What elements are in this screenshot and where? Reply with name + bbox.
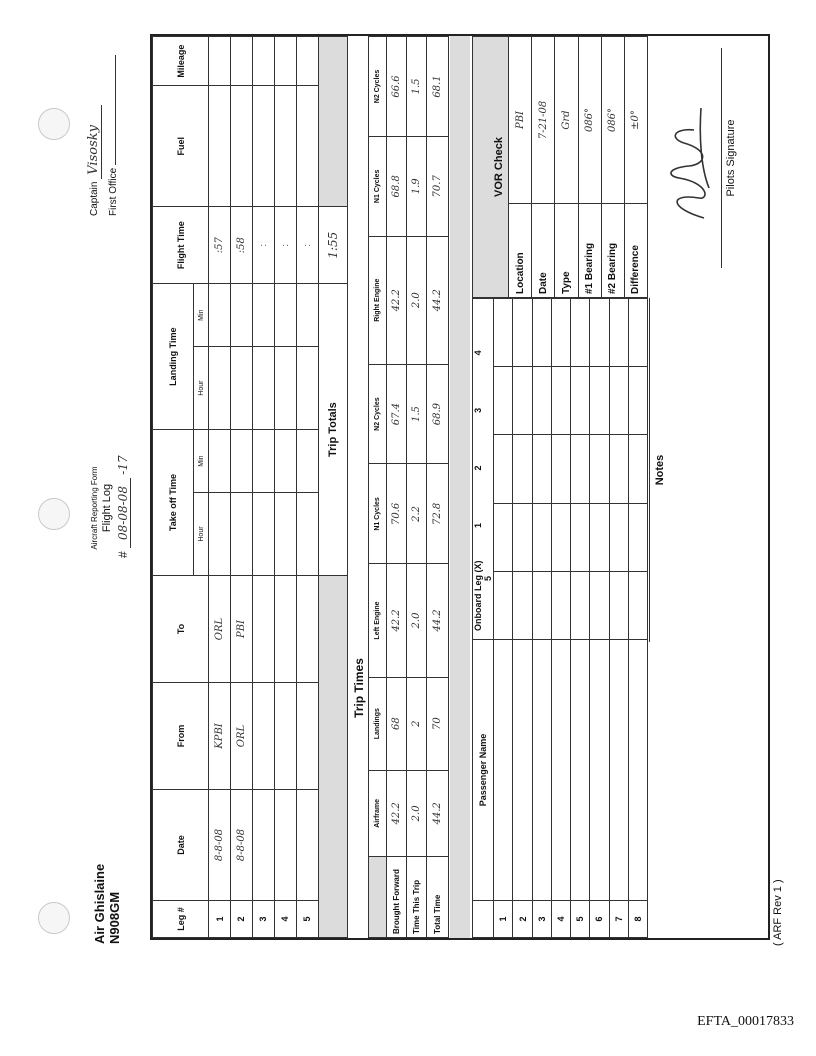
- leg-number: 5: [296, 901, 318, 938]
- onboard-cell[interactable]: [609, 571, 628, 639]
- passenger-index: 2: [513, 901, 532, 938]
- landing-min[interactable]: [274, 284, 296, 347]
- leg-row: [296, 37, 318, 938]
- leg-date[interactable]: [274, 790, 296, 901]
- onboard-cell[interactable]: [609, 367, 628, 435]
- passenger-row: [590, 299, 609, 938]
- pilot-signature-box[interactable]: [649, 36, 765, 298]
- onboard-cell[interactable]: [551, 503, 570, 571]
- trip-times-header-n1-right: N1 Cycles: [369, 136, 387, 236]
- onboard-cell[interactable]: [628, 435, 647, 503]
- leg-mileage[interactable]: [252, 37, 274, 86]
- form-subtitle: Flight Log: [101, 483, 113, 533]
- trip-times-value[interactable]: 68.9: [427, 364, 449, 464]
- trip-times-header-right-engine: Right Engine: [369, 236, 387, 364]
- legs-header-from: From: [153, 683, 209, 790]
- passenger-row: [494, 299, 513, 938]
- passenger-name[interactable]: [513, 640, 532, 901]
- onboard-cell[interactable]: [494, 503, 513, 571]
- trip-times-value[interactable]: 1.5: [407, 37, 427, 137]
- leg-mileage[interactable]: [231, 37, 253, 86]
- trip-totals-spacer: [318, 576, 347, 938]
- vor-value[interactable]: PBI: [509, 37, 532, 204]
- leg-fuel[interactable]: [209, 86, 231, 207]
- leg-fuel[interactable]: [252, 86, 274, 207]
- trip-times-value[interactable]: 66.6: [387, 37, 407, 137]
- leg-mileage[interactable]: [209, 37, 231, 86]
- trip-times-value[interactable]: 44.2: [427, 564, 449, 677]
- trip-times-header-n2-right: N2 Cycles: [369, 37, 387, 137]
- landing-min[interactable]: [231, 284, 253, 347]
- onboard-leg-label: Onboard Leg (X): [473, 560, 484, 631]
- notes-label: Notes: [654, 454, 666, 486]
- landing-hour[interactable]: [252, 347, 274, 430]
- leg-from[interactable]: [274, 683, 296, 790]
- first-officer-line: [108, 26, 119, 216]
- log-number-value: 08-08-08: [116, 478, 131, 548]
- notes-box[interactable]: [649, 298, 766, 642]
- legs-table: [152, 36, 348, 938]
- takeoff-min[interactable]: [231, 430, 253, 493]
- vor-row: [532, 37, 555, 298]
- passenger-index: 8: [628, 901, 647, 938]
- leg-flight-time[interactable]: :: [274, 207, 296, 284]
- trip-times-value[interactable]: 2.0: [407, 564, 427, 677]
- landing-hour-header: Hour: [194, 347, 209, 430]
- trip-times-value[interactable]: 44.2: [427, 770, 449, 856]
- takeoff-min[interactable]: [209, 430, 231, 493]
- leg-to[interactable]: [252, 576, 274, 683]
- leg-date[interactable]: 8-8-08: [231, 790, 253, 901]
- landing-hour[interactable]: [296, 347, 318, 430]
- takeoff-hour[interactable]: [296, 493, 318, 576]
- passenger-index: 5: [571, 901, 590, 938]
- trip-times-value[interactable]: 67.4: [387, 364, 407, 464]
- pilot-signature-line: [721, 48, 722, 268]
- trip-times-value[interactable]: 2.0: [407, 770, 427, 856]
- vor-label: Location: [509, 204, 532, 298]
- landing-min[interactable]: [209, 284, 231, 347]
- onboard-cell[interactable]: [571, 367, 590, 435]
- vor-value[interactable]: 7-21-08: [532, 37, 555, 204]
- trip-times-row-label: Brought Forward: [387, 857, 407, 938]
- onboard-cell[interactable]: [494, 435, 513, 503]
- trip-times-value[interactable]: 68.8: [387, 136, 407, 236]
- leg-row: [209, 37, 231, 938]
- takeoff-hour[interactable]: [252, 493, 274, 576]
- trip-times-row: [427, 37, 449, 938]
- leg-from[interactable]: [252, 683, 274, 790]
- onboard-cell[interactable]: [590, 503, 609, 571]
- trip-times-value[interactable]: 68.1: [427, 37, 449, 137]
- onboard-cell[interactable]: [494, 367, 513, 435]
- passenger-row: [571, 299, 590, 938]
- legs-header-takeoff: Take off Time: [153, 430, 194, 576]
- onboard-cell[interactable]: [609, 435, 628, 503]
- onboard-cell[interactable]: [532, 299, 551, 367]
- company-name: Air Ghislaine: [92, 863, 107, 944]
- passenger-index: 7: [609, 901, 628, 938]
- vor-value[interactable]: 086°: [601, 37, 624, 204]
- legs-header-landing: Landing Time: [153, 284, 194, 430]
- landing-hour[interactable]: [274, 347, 296, 430]
- onboard-cell[interactable]: [532, 503, 551, 571]
- vor-check-title-cell: [473, 37, 509, 298]
- trip-times-value[interactable]: 42.2: [387, 236, 407, 364]
- vor-label: Difference: [624, 204, 647, 298]
- passenger-row: [513, 299, 532, 938]
- leg-number: 2: [231, 901, 253, 938]
- trip-times-value[interactable]: 2.0: [407, 236, 427, 364]
- trip-totals-spacer-right: [318, 37, 347, 207]
- onboard-cell[interactable]: [513, 367, 532, 435]
- onboard-cell[interactable]: [571, 435, 590, 503]
- passenger-name[interactable]: [628, 640, 647, 901]
- trip-times-row-label: Total Time: [427, 857, 449, 938]
- trip-times-value[interactable]: 2: [407, 677, 427, 770]
- onboard-cell[interactable]: [551, 299, 570, 367]
- takeoff-min[interactable]: [252, 430, 274, 493]
- onboard-cell[interactable]: [551, 571, 570, 639]
- passenger-row: [609, 299, 628, 938]
- vor-check-table: [472, 36, 648, 298]
- passenger-name-header: Passenger Name: [473, 640, 494, 901]
- vor-label: Date: [532, 204, 555, 298]
- leg-flight-time[interactable]: :: [296, 207, 318, 284]
- takeoff-hour[interactable]: [209, 493, 231, 576]
- vor-row: [509, 37, 532, 298]
- form-title: Aircraft Reporting Form: [90, 466, 99, 550]
- leg-to[interactable]: PBI: [231, 576, 253, 683]
- trip-times-value[interactable]: 70: [427, 677, 449, 770]
- passenger-row: [628, 299, 647, 938]
- separator-band: [450, 36, 470, 938]
- leg-number: 4: [274, 901, 296, 938]
- trip-times-header-n2-left: N2 Cycles: [369, 364, 387, 464]
- passenger-index: 3: [532, 901, 551, 938]
- leg-to[interactable]: ORL: [209, 576, 231, 683]
- trip-times-value[interactable]: 72.8: [427, 464, 449, 564]
- trip-times-row-label: Time This Trip: [407, 857, 427, 938]
- legs-header-leg: Leg #: [153, 901, 209, 938]
- pilot-signature-image: [659, 98, 719, 228]
- takeoff-hour[interactable]: [231, 493, 253, 576]
- trip-times-value[interactable]: 2.2: [407, 464, 427, 564]
- onboard-cell[interactable]: [513, 571, 532, 639]
- legs-header-fuel: Fuel: [153, 86, 209, 207]
- leg-date[interactable]: [296, 790, 318, 901]
- vor-value[interactable]: 086°: [578, 37, 601, 204]
- leg-flight-time[interactable]: :: [252, 207, 274, 284]
- passenger-name[interactable]: [590, 640, 609, 901]
- leg-date[interactable]: 8-8-08: [209, 790, 231, 901]
- onboard-cell[interactable]: [628, 299, 647, 367]
- notes-left-shade: [649, 642, 765, 938]
- first-officer-label: First Office: [108, 167, 119, 216]
- trip-times-corner: [369, 857, 387, 938]
- onboard-cell[interactable]: [590, 299, 609, 367]
- vor-label: #1 Bearing: [578, 204, 601, 298]
- onboard-cell[interactable]: [590, 367, 609, 435]
- onboard-leg-5: 5: [483, 575, 494, 581]
- takeoff-min[interactable]: [296, 430, 318, 493]
- onboard-cell[interactable]: [494, 571, 513, 639]
- passenger-row: [551, 299, 570, 938]
- onboard-cell[interactable]: [532, 367, 551, 435]
- takeoff-min-header: Min: [194, 430, 209, 493]
- takeoff-hour-header: Hour: [194, 493, 209, 576]
- leg-flight-time[interactable]: :57: [209, 207, 231, 284]
- flight-log-frame: [150, 34, 770, 940]
- captain-label: Captain: [89, 181, 100, 216]
- landing-min-header: Min: [194, 284, 209, 347]
- passenger-index: 4: [551, 901, 570, 938]
- leg-from[interactable]: KPBI: [209, 683, 231, 790]
- passenger-index: 1: [494, 901, 513, 938]
- trip-times-header-n1-left: N1 Cycles: [369, 464, 387, 564]
- passenger-name[interactable]: [532, 640, 551, 901]
- trip-times-value[interactable]: 1.5: [407, 364, 427, 464]
- passenger-name[interactable]: [609, 640, 628, 901]
- tail-number: N908GM: [107, 891, 122, 944]
- vor-label: Type: [555, 204, 578, 298]
- leg-from[interactable]: [296, 683, 318, 790]
- passenger-name[interactable]: [551, 640, 570, 901]
- vor-check-title: VOR Check: [493, 137, 506, 197]
- trip-times-value[interactable]: 42.2: [387, 770, 407, 856]
- takeoff-min[interactable]: [274, 430, 296, 493]
- leg-row: [252, 37, 274, 938]
- passenger-table: [472, 298, 648, 938]
- legs-header-flight: Flight Time: [153, 207, 209, 284]
- trip-times-table: [368, 36, 449, 938]
- trip-times-value[interactable]: 70.7: [427, 136, 449, 236]
- landing-hour[interactable]: [231, 347, 253, 430]
- onboard-cell[interactable]: [551, 435, 570, 503]
- legs-header-date: Date: [153, 790, 209, 901]
- leg-row: [274, 37, 296, 938]
- trip-times-header-landings: Landings: [369, 677, 387, 770]
- onboard-cell[interactable]: [513, 299, 532, 367]
- vor-row: [624, 37, 647, 298]
- leg-mileage[interactable]: [296, 37, 318, 86]
- onboard-cell[interactable]: [532, 435, 551, 503]
- onboard-leg-3: 3: [473, 407, 484, 413]
- onboard-cell[interactable]: [628, 571, 647, 639]
- trip-times-value[interactable]: 70.6: [387, 464, 407, 564]
- leg-number: 1: [209, 901, 231, 938]
- passenger-row: [532, 299, 551, 938]
- trip-totals-label: Trip Totals: [318, 284, 347, 576]
- onboard-cell[interactable]: [513, 503, 532, 571]
- trip-times-value[interactable]: 68: [387, 677, 407, 770]
- leg-from[interactable]: ORL: [231, 683, 253, 790]
- vor-row: [578, 37, 601, 298]
- onboard-cell[interactable]: [628, 503, 647, 571]
- captain-line: [86, 26, 101, 216]
- leg-fuel[interactable]: [296, 86, 318, 207]
- trip-times-value[interactable]: 42.2: [387, 564, 407, 677]
- log-number: [116, 358, 130, 558]
- pilot-signature-label: Pilots Signature: [725, 119, 737, 197]
- leg-row: [231, 37, 253, 938]
- trip-times-header-airframe: Airframe: [369, 770, 387, 856]
- leg-date[interactable]: [252, 790, 274, 901]
- passenger-name[interactable]: [494, 640, 513, 901]
- onboard-cell[interactable]: [571, 571, 590, 639]
- legs-header-mileage: Mileage: [153, 37, 209, 86]
- landing-min[interactable]: [296, 284, 318, 347]
- onboard-leg-4: 4: [473, 350, 484, 356]
- vor-row: [601, 37, 624, 298]
- leg-mileage[interactable]: [274, 37, 296, 86]
- onboard-cell[interactable]: [628, 367, 647, 435]
- onboard-cell[interactable]: [590, 435, 609, 503]
- leg-number: 3: [252, 901, 274, 938]
- onboard-cell[interactable]: [609, 299, 628, 367]
- onboard-cell[interactable]: [571, 299, 590, 367]
- leg-fuel[interactable]: [274, 86, 296, 207]
- trip-times-header-left-engine: Left Engine: [369, 564, 387, 677]
- onboard-leg-1: 1: [473, 522, 484, 528]
- leg-flight-time[interactable]: :58: [231, 207, 253, 284]
- onboard-cell[interactable]: [590, 571, 609, 639]
- onboard-cell[interactable]: [532, 571, 551, 639]
- trip-times-row: [407, 37, 427, 938]
- vor-value[interactable]: Grd: [555, 37, 578, 204]
- vor-value[interactable]: ±0°: [624, 37, 647, 204]
- log-number-prefix: #: [116, 551, 130, 558]
- landing-min[interactable]: [252, 284, 274, 347]
- passenger-name[interactable]: [571, 640, 590, 901]
- log-number-suffix: -17: [116, 455, 130, 475]
- trip-times-title: Trip Times: [352, 658, 366, 718]
- first-officer-underline: [115, 55, 116, 165]
- landing-hour[interactable]: [209, 347, 231, 430]
- leg-to[interactable]: [274, 576, 296, 683]
- onboard-cell[interactable]: [571, 503, 590, 571]
- onboard-cell[interactable]: [551, 367, 570, 435]
- takeoff-hour[interactable]: [274, 493, 296, 576]
- captain-value: Visosky: [86, 105, 102, 179]
- trip-times-value[interactable]: 1.9: [407, 136, 427, 236]
- bates-number: EFTA_00017833: [697, 1014, 794, 1029]
- leg-to[interactable]: [296, 576, 318, 683]
- onboard-leg-header: [473, 299, 494, 640]
- onboard-cell[interactable]: [609, 503, 628, 571]
- onboard-leg-2: 2: [473, 465, 484, 471]
- vor-label: #2 Bearing: [601, 204, 624, 298]
- trip-times-value[interactable]: 44.2: [427, 236, 449, 364]
- legs-header-to: To: [153, 576, 209, 683]
- onboard-cell[interactable]: [513, 435, 532, 503]
- vor-row: [555, 37, 578, 298]
- onboard-cell[interactable]: [494, 299, 513, 367]
- form-revision: ( ARF Rev 1 ): [772, 879, 784, 946]
- trip-times-row: [387, 37, 407, 938]
- leg-fuel[interactable]: [231, 86, 253, 207]
- trip-totals-value[interactable]: 1:55: [318, 207, 347, 284]
- passenger-index-header: [473, 901, 494, 938]
- passenger-index: 6: [590, 901, 609, 938]
